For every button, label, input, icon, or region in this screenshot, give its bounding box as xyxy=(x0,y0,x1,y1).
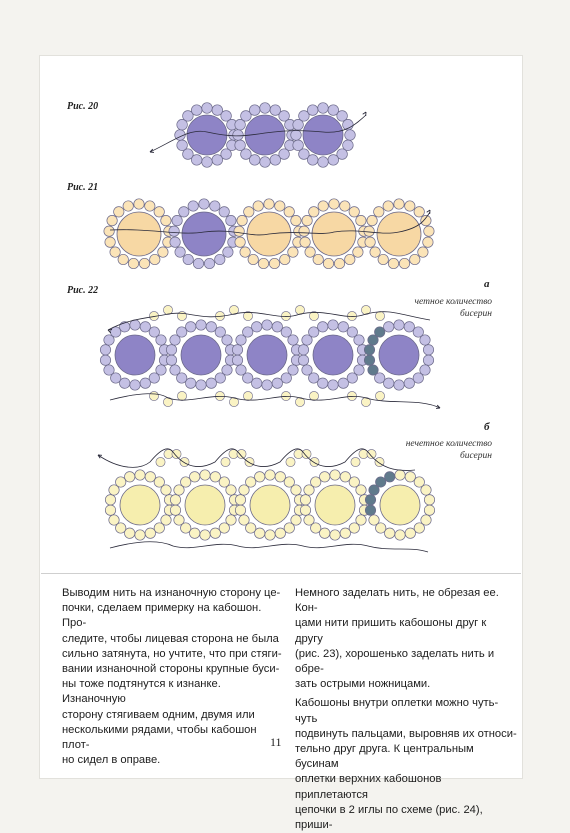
seed-bead xyxy=(212,155,223,166)
seed-bead xyxy=(169,226,179,236)
seed-bead xyxy=(328,320,338,330)
seed-bead xyxy=(200,470,210,480)
seed-bead xyxy=(388,258,398,268)
seed-bead xyxy=(364,226,374,236)
cabochon xyxy=(117,212,161,256)
variant-a-note xyxy=(380,296,492,320)
bridge-bead xyxy=(347,311,356,320)
seed-bead xyxy=(394,199,404,209)
seed-bead xyxy=(354,335,364,345)
right-text-column xyxy=(295,586,517,833)
seed-bead xyxy=(320,472,330,482)
seed-bead xyxy=(265,470,275,480)
seed-bead xyxy=(328,380,338,390)
seed-bead xyxy=(170,237,180,247)
cabochon xyxy=(185,485,225,525)
seed-bead xyxy=(318,201,328,211)
figure-21-diagram xyxy=(104,199,434,269)
text-line: несколькими рядами, чтобы кабошон плот- xyxy=(62,723,257,752)
cabochon xyxy=(303,115,343,155)
seed-bead xyxy=(414,207,424,217)
seed-bead xyxy=(154,207,164,217)
seed-bead xyxy=(128,258,138,268)
bridge-bead xyxy=(221,457,230,466)
figure-20-diagram xyxy=(150,103,366,168)
cabochon xyxy=(313,335,353,375)
text-line: подвинуть пальцами, выровняв их относи- xyxy=(295,727,517,740)
seed-bead xyxy=(170,505,180,515)
seed-bead xyxy=(210,528,220,538)
seed-bead xyxy=(183,254,193,264)
text-line: Немного заделать нить, не обрезая ее. Кон- xyxy=(295,587,499,615)
bridge-bead xyxy=(172,449,181,458)
seed-bead xyxy=(235,495,245,505)
seed-bead xyxy=(248,254,258,264)
seed-bead xyxy=(107,215,117,225)
seed-bead xyxy=(313,254,323,264)
seed-bead xyxy=(340,472,350,482)
seed-bead xyxy=(232,355,242,365)
cabochon xyxy=(120,485,160,525)
thread-arrow xyxy=(427,210,430,214)
seed-bead xyxy=(249,105,260,116)
bridge-bead xyxy=(281,311,290,320)
seed-bead xyxy=(154,523,164,533)
seed-bead xyxy=(243,327,253,337)
seed-bead xyxy=(413,373,423,383)
seed-bead xyxy=(223,247,233,257)
seed-bead xyxy=(264,199,274,209)
seed-bead xyxy=(258,258,268,268)
seed-bead xyxy=(235,237,245,247)
seed-bead xyxy=(236,365,246,375)
seed-bead xyxy=(210,472,220,482)
seed-bead xyxy=(405,528,415,538)
page-number: 11 xyxy=(270,735,282,749)
seed-bead xyxy=(181,477,191,487)
seed-bead xyxy=(125,528,135,538)
seed-bead xyxy=(275,528,285,538)
seed-bead xyxy=(364,345,374,355)
seed-bead xyxy=(200,530,210,540)
bridge-bead xyxy=(149,391,158,400)
seed-bead xyxy=(340,528,350,538)
seed-bead xyxy=(240,247,250,257)
seed-bead xyxy=(170,495,180,505)
seed-bead xyxy=(174,515,184,525)
seed-bead xyxy=(365,237,375,247)
seed-bead xyxy=(252,322,262,332)
variant-b-note-line: бисерин xyxy=(459,451,492,461)
thread-arrow xyxy=(363,112,366,116)
seed-bead xyxy=(420,335,430,345)
bridge-bead xyxy=(237,449,246,458)
bridge-bead xyxy=(177,391,186,400)
seed-bead xyxy=(340,201,350,211)
seed-bead xyxy=(260,157,271,168)
seed-bead xyxy=(383,201,393,211)
seed-bead xyxy=(347,373,357,383)
seed-bead xyxy=(370,247,380,257)
variant-a-letter: а xyxy=(484,278,490,290)
seed-bead xyxy=(311,477,321,487)
seed-bead xyxy=(145,472,155,482)
seed-bead xyxy=(134,199,144,209)
seed-bead xyxy=(364,355,374,365)
seed-bead xyxy=(110,247,120,257)
cabochon xyxy=(181,335,221,375)
seed-bead xyxy=(375,327,385,337)
seed-bead xyxy=(255,472,265,482)
seed-bead xyxy=(215,373,225,383)
text-line: оплетки верхних кабошонов приплетаются xyxy=(295,773,442,801)
seed-bead xyxy=(105,237,115,247)
seed-bead xyxy=(309,207,319,217)
seed-bead xyxy=(193,258,203,268)
seed-bead xyxy=(405,472,415,482)
seed-bead xyxy=(288,247,298,257)
bridge-bead xyxy=(351,457,360,466)
seed-bead xyxy=(318,157,329,168)
figure-20-label: Рис. 20 xyxy=(67,101,99,112)
seed-bead xyxy=(418,247,428,257)
seed-bead xyxy=(215,254,225,264)
text-line: Выводим нить на изнаночную сторону це- xyxy=(62,587,281,599)
seed-bead xyxy=(235,140,246,151)
bridge-bead xyxy=(375,391,384,400)
seed-bead xyxy=(368,365,378,375)
seed-bead xyxy=(424,505,434,515)
seed-bead xyxy=(300,237,310,247)
seed-bead xyxy=(150,254,160,264)
seed-bead xyxy=(365,495,375,505)
seed-bead xyxy=(111,327,121,337)
seed-bead xyxy=(226,215,236,225)
seed-bead xyxy=(130,380,140,390)
seed-bead xyxy=(135,470,145,480)
seed-bead xyxy=(405,201,415,211)
cabochon xyxy=(379,335,419,375)
seed-bead xyxy=(378,254,388,264)
bridge-bead xyxy=(180,457,189,466)
seed-bead xyxy=(109,515,119,525)
seed-bead xyxy=(302,215,312,225)
seed-bead xyxy=(320,528,330,538)
seed-bead xyxy=(349,523,359,533)
seed-bead xyxy=(291,215,301,225)
seed-bead xyxy=(260,103,271,114)
seed-bead xyxy=(191,105,202,116)
variant-a-note-line: бисерин xyxy=(459,309,492,319)
seed-bead xyxy=(219,523,229,533)
figure-22b-diagram xyxy=(98,449,435,552)
bridge-bead xyxy=(286,457,295,466)
seed-bead xyxy=(424,495,434,505)
seed-bead xyxy=(100,345,110,355)
seed-bead xyxy=(275,201,285,211)
seed-bead xyxy=(304,515,314,525)
seed-bead xyxy=(281,373,291,383)
seed-bead xyxy=(394,380,404,390)
seed-bead xyxy=(356,215,366,225)
seed-bead xyxy=(365,505,375,515)
figure-22-label: Рис. 22 xyxy=(67,285,99,296)
seed-bead xyxy=(367,215,377,225)
seed-bead xyxy=(318,322,328,332)
seed-bead xyxy=(298,345,308,355)
cabochon xyxy=(312,212,356,256)
seed-bead xyxy=(104,365,114,375)
seed-bead xyxy=(307,105,318,116)
seed-bead xyxy=(232,345,242,355)
seed-bead xyxy=(300,495,310,505)
seed-bead xyxy=(190,472,200,482)
seed-bead xyxy=(114,207,124,217)
seed-bead xyxy=(404,378,414,388)
seed-bead xyxy=(262,320,272,330)
seed-bead xyxy=(140,378,150,388)
seed-bead xyxy=(293,140,304,151)
seed-bead xyxy=(421,485,431,495)
seed-bead xyxy=(298,355,308,365)
seed-bead xyxy=(188,201,198,211)
seed-bead xyxy=(145,201,155,211)
seed-bead xyxy=(338,378,348,388)
bridge-bead xyxy=(245,457,254,466)
seed-bead xyxy=(385,472,395,482)
seed-bead xyxy=(130,320,140,330)
seed-bead xyxy=(288,335,298,345)
seed-bead xyxy=(246,477,256,487)
seed-bead xyxy=(158,247,168,257)
bridge-bead xyxy=(243,391,252,400)
seed-bead xyxy=(125,472,135,482)
seed-bead xyxy=(345,254,355,264)
divider xyxy=(41,573,521,574)
seed-bead xyxy=(118,254,128,264)
cabochon xyxy=(115,335,155,375)
cabochon xyxy=(377,212,421,256)
text-line: цепочки в 2 иглы по схеме (рис. 24), приши- xyxy=(295,803,483,832)
text-line: сторону стягиваем одним, двумя или xyxy=(62,708,255,721)
seed-bead xyxy=(338,322,348,332)
seed-bead xyxy=(385,528,395,538)
seed-bead xyxy=(179,207,189,217)
seed-bead xyxy=(175,247,185,257)
text-line: зать острыми ножницами. xyxy=(295,678,431,691)
seed-bead xyxy=(353,247,363,257)
seed-bead xyxy=(255,528,265,538)
seed-bead xyxy=(399,258,409,268)
seed-bead xyxy=(206,378,216,388)
thread-line xyxy=(110,394,440,408)
seed-bead xyxy=(172,215,182,225)
seed-bead xyxy=(423,237,433,247)
variant-b-letter: б xyxy=(484,421,490,433)
cabochon xyxy=(250,485,290,525)
seed-bead xyxy=(166,345,176,355)
seed-bead xyxy=(284,523,294,533)
seed-bead xyxy=(356,485,366,495)
seed-bead xyxy=(100,355,110,365)
seed-bead xyxy=(369,515,379,525)
seed-bead xyxy=(135,530,145,540)
seed-bead xyxy=(423,345,433,355)
figure-22a-diagram xyxy=(100,305,440,408)
seed-bead xyxy=(235,505,245,515)
seed-bead xyxy=(234,226,244,236)
seed-bead xyxy=(177,327,187,337)
seed-bead xyxy=(140,322,150,332)
variant-a-note-line: четное количество xyxy=(414,297,492,307)
bridge-bead xyxy=(177,311,186,320)
seed-bead xyxy=(219,207,229,217)
seed-bead xyxy=(334,258,344,268)
seed-bead xyxy=(186,378,196,388)
seed-bead xyxy=(395,470,405,480)
seed-bead xyxy=(305,247,315,257)
seed-bead xyxy=(423,355,433,365)
text-line: тельно друг друга. К центральным бусинам xyxy=(295,743,474,771)
seed-bead xyxy=(318,378,328,388)
seed-bead xyxy=(120,378,130,388)
seed-bead xyxy=(161,485,171,495)
seed-bead xyxy=(424,226,434,236)
seed-bead xyxy=(233,130,244,141)
seed-bead xyxy=(376,477,386,487)
cabochon xyxy=(315,485,355,525)
seed-bead xyxy=(244,207,254,217)
seed-bead xyxy=(384,378,394,388)
seed-bead xyxy=(323,258,333,268)
seed-bead xyxy=(145,528,155,538)
seed-bead xyxy=(291,130,302,141)
seed-bead xyxy=(105,505,115,515)
seed-bead xyxy=(280,254,290,264)
seed-bead xyxy=(404,322,414,332)
bridge-bead xyxy=(309,391,318,400)
seed-bead xyxy=(252,378,262,388)
text-line: цами нити пришить кабошоны друг к другу xyxy=(295,617,487,645)
variant-b-note xyxy=(370,438,492,462)
text-line: Кабошоны внутри оплетки можно чуть-чуть xyxy=(295,697,499,725)
seed-bead xyxy=(309,327,319,337)
seed-bead xyxy=(349,207,359,217)
seed-bead xyxy=(269,258,279,268)
seed-bead xyxy=(170,365,180,375)
seed-bead xyxy=(199,199,209,209)
seed-bead xyxy=(161,215,171,225)
bridge-bead xyxy=(156,457,165,466)
seed-bead xyxy=(196,320,206,330)
text-line: вании изнаночной стороны крупные буси- xyxy=(62,663,280,676)
seed-bead xyxy=(237,215,247,225)
seed-bead xyxy=(374,207,384,217)
seed-bead xyxy=(272,378,282,388)
seed-bead xyxy=(330,470,340,480)
seed-bead xyxy=(204,258,214,268)
figure-21-label: Рис. 21 xyxy=(67,182,99,193)
seed-bead xyxy=(414,523,424,533)
seed-bead xyxy=(253,201,263,211)
seed-bead xyxy=(196,380,206,390)
seed-bead xyxy=(328,155,339,166)
seed-bead xyxy=(226,485,236,495)
cabochon xyxy=(247,335,287,375)
text-line: следите, чтобы лицевая сторона не была xyxy=(62,632,279,645)
seed-bead xyxy=(395,530,405,540)
seed-bead xyxy=(394,320,404,330)
seed-bead xyxy=(186,322,196,332)
seed-bead xyxy=(275,472,285,482)
text-line: но сидел в оправе. xyxy=(62,754,161,767)
seed-bead xyxy=(265,530,275,540)
seed-bead xyxy=(116,477,126,487)
seed-bead xyxy=(270,155,281,166)
seed-bead xyxy=(202,157,213,168)
seed-bead xyxy=(410,254,420,264)
cabochon xyxy=(380,485,420,525)
seed-bead xyxy=(190,528,200,538)
seed-bead xyxy=(318,103,329,114)
seed-bead xyxy=(284,207,294,217)
seed-bead xyxy=(272,322,282,332)
seed-bead xyxy=(202,103,213,114)
thread-line xyxy=(110,542,428,552)
seed-bead xyxy=(421,215,431,225)
seed-bead xyxy=(139,258,149,268)
seed-bead xyxy=(384,322,394,332)
text-line: сильно затянута, но учтите, что при стяги- xyxy=(62,647,282,660)
text-line: ны тоже подтянутся к изнанке. Изнаночную xyxy=(62,678,221,706)
seed-bead xyxy=(300,505,310,515)
seed-bead xyxy=(302,365,312,375)
seed-bead xyxy=(123,201,133,211)
seed-bead xyxy=(156,335,166,345)
seed-bead xyxy=(105,495,115,505)
seed-bead xyxy=(345,130,356,141)
seed-bead xyxy=(166,355,176,365)
seed-bead xyxy=(239,515,249,525)
seed-bead xyxy=(222,335,232,345)
seed-bead xyxy=(206,322,216,332)
seed-bead xyxy=(177,140,188,151)
seed-bead xyxy=(262,380,272,390)
seed-bead xyxy=(329,199,339,209)
variant-b-note-line: нечетное количество xyxy=(405,439,492,449)
bridge-bead xyxy=(302,449,311,458)
seed-bead xyxy=(210,201,220,211)
seed-bead xyxy=(104,226,114,236)
seed-bead xyxy=(291,485,301,495)
bridge-bead xyxy=(310,457,319,466)
seed-bead xyxy=(149,373,159,383)
text-line: почки, сделаем примерку на кабошон. Про- xyxy=(62,602,262,630)
seed-bead xyxy=(299,226,309,236)
text-line: (рис. 23), хорошенько заделать нить и обре- xyxy=(295,647,495,676)
left-text-column xyxy=(62,586,284,768)
cabochon xyxy=(182,212,226,256)
seed-bead xyxy=(330,530,340,540)
